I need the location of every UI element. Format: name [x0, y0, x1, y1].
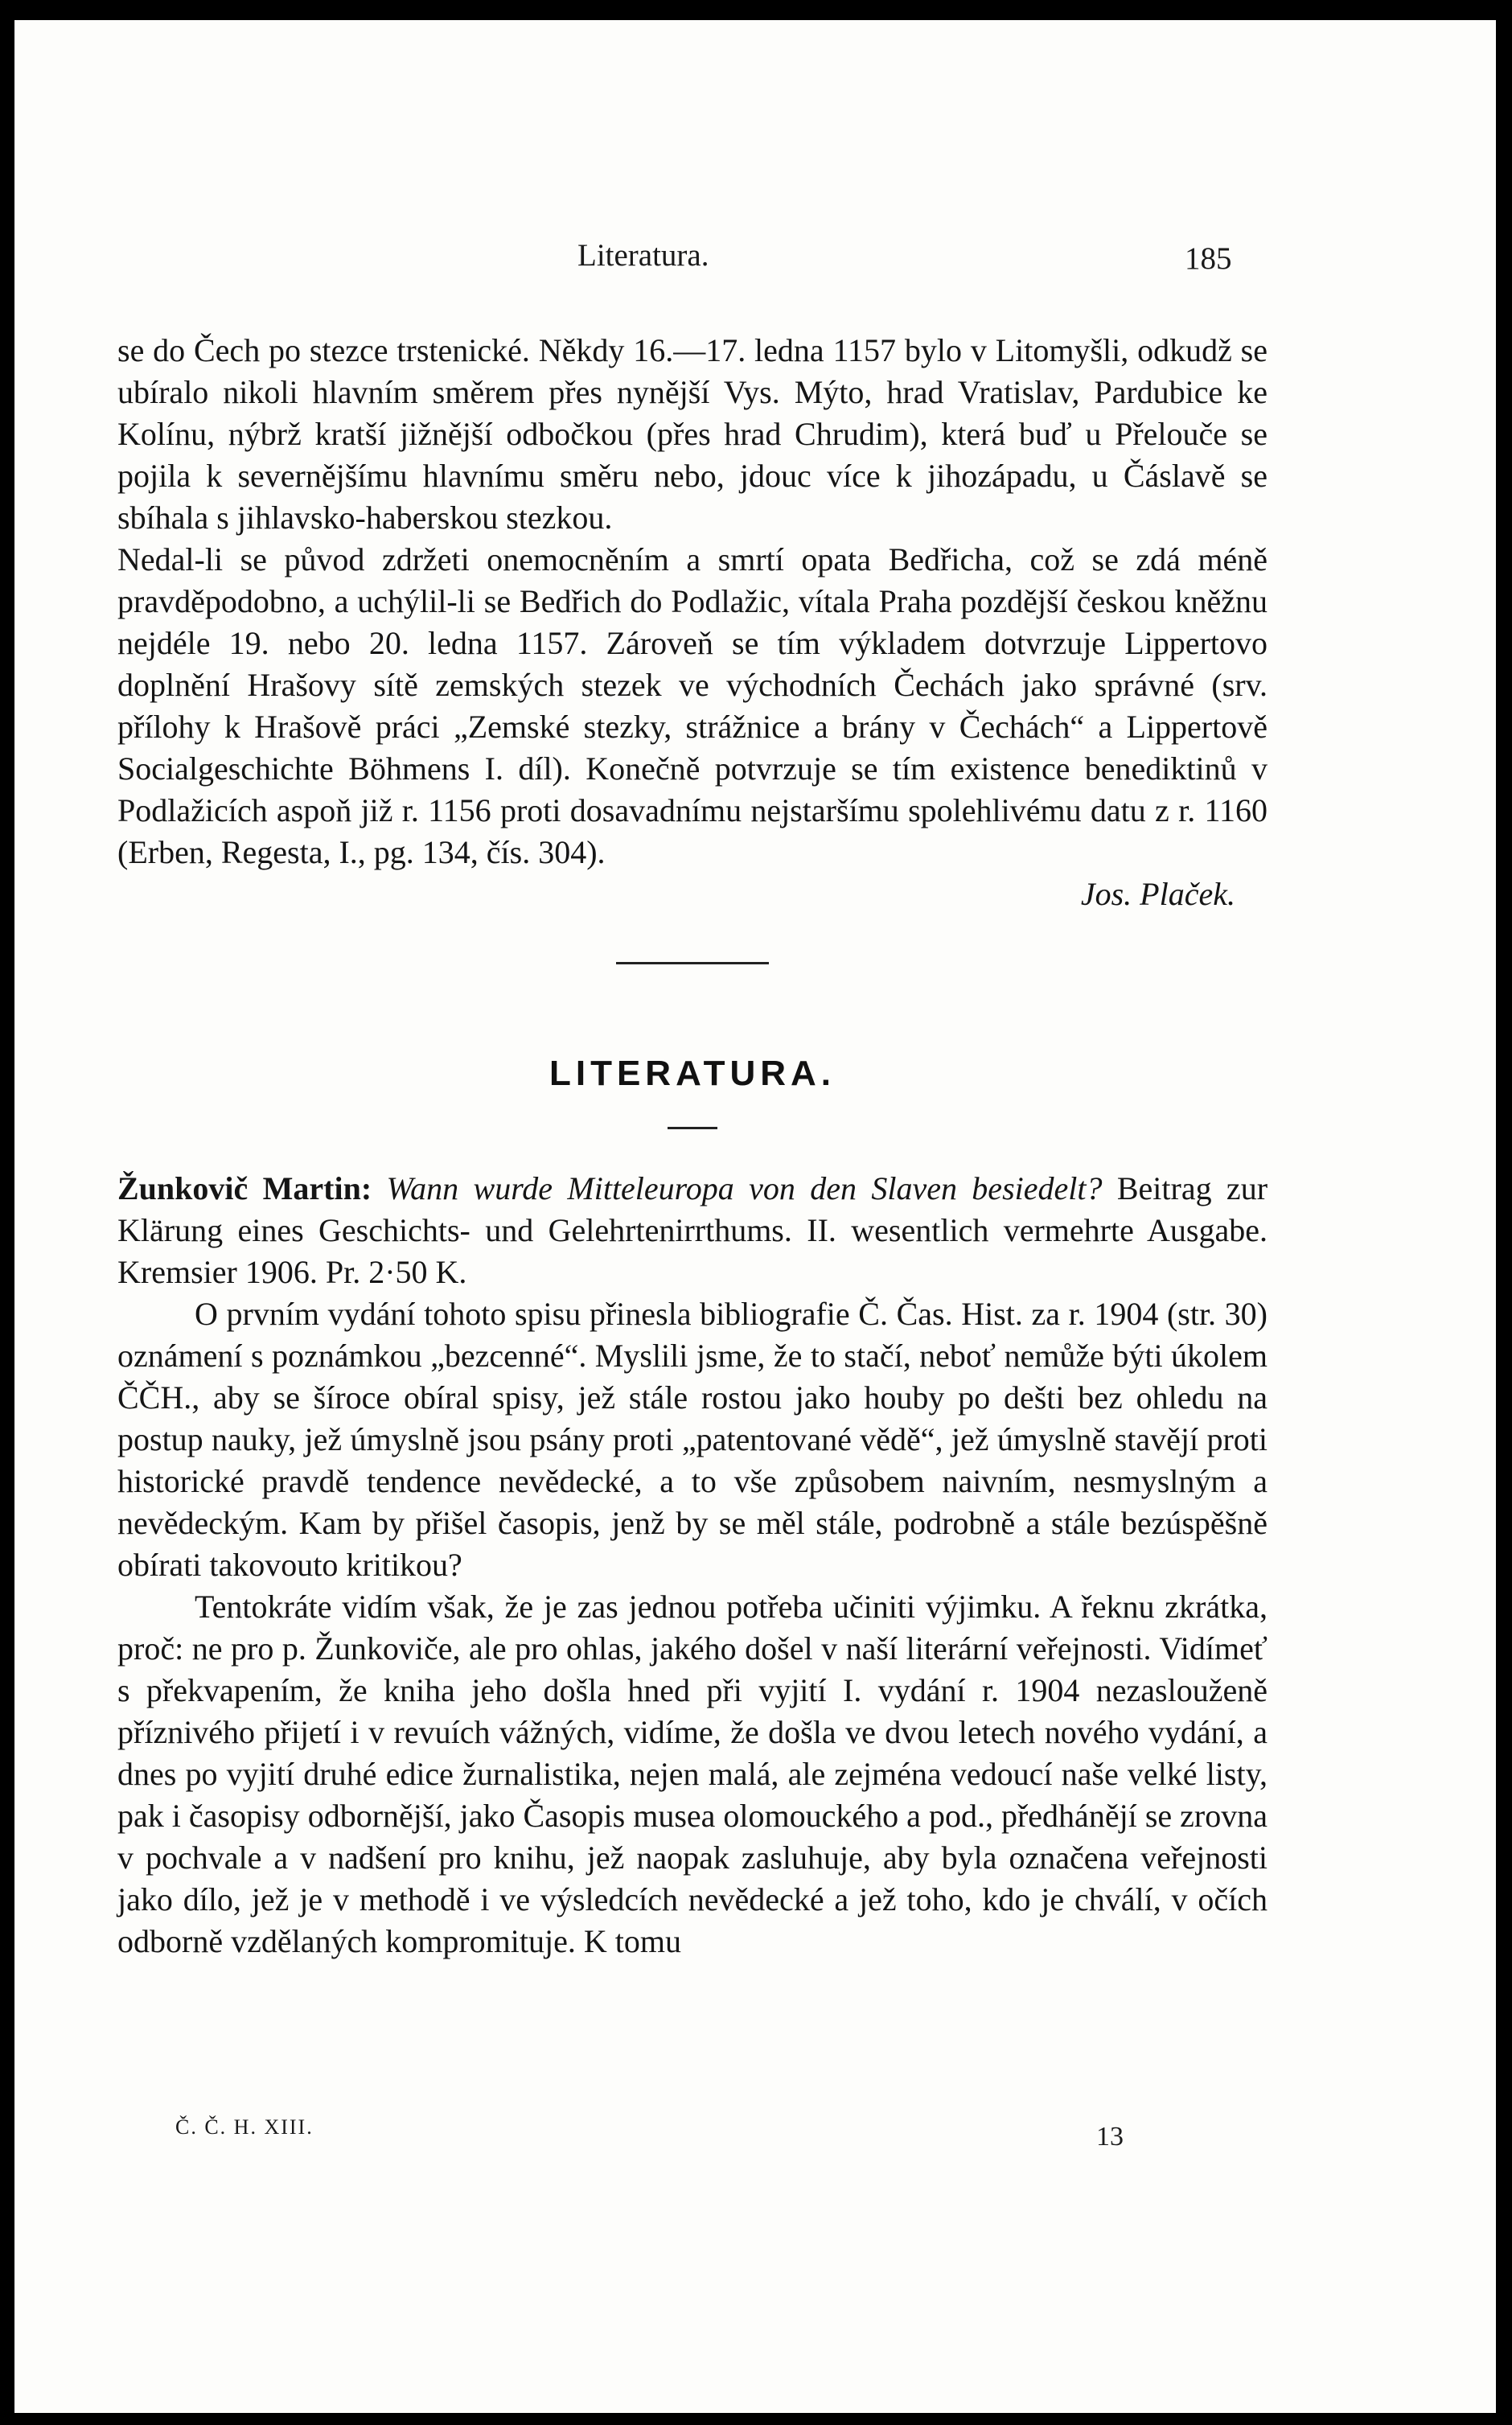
review-heading [117, 1168, 1268, 1293]
article-signature: Jos. Plaček. [1080, 876, 1235, 912]
review-bibliographic-details: Beitrag zur Klärung eines Geschichts- und Gelehrtenirrthums. II. wesentlich vermehrte Ausgabe. Kremsier 1906. Pr. 2·50 K. [117, 1170, 1268, 1290]
sheet-number: 13 [1096, 2122, 1124, 2152]
text-block [117, 330, 1268, 1963]
article-paragraph-1: se do Čech po stezce trstenické. Někdy 16.—17. ledna 1157 bylo v Litomyšli, odkudž se ubíralo nikoli hlavním směrem přes nynější Vys. Mýto, hrad Vratislav, Pardubice ke Kolínu, nýbrž kratší jižnější odbočkou (přes hrad Chrudim), která buď u Přelouče se pojila k severnějšímu hlavnímu směru nebo, jdouc více k jihozápadu, u Čáslavě se sbíhala s jihlavsko-haberskou stezkou. [117, 332, 1268, 536]
article-paragraph-2: Nedal-li se původ zdržeti onemocněním a smrtí opata Bedřicha, což se zdá méně pravděpodobno, a uchýlil-li se Bedřich do Podlažic, vítala Praha pozdější českou kněžnu nejdéle 19. nebo 20. ledna 1157. Zároveň se tím výkladem dotvrzuje Lippertovo doplnění Hrašovy sítě zemských stezek ve východních Čechách jako správné (srv. přílohy k Hrašově práci „Zemské stezky, strážnice a brány v Čechách“ a Lippertově Socialgeschichte Böhmens I. díl). Konečně potvrzuje se tím existence benediktinů v Podlažicích aspoň již r. 1156 proti dosavadnímu nejstaršímu spolehlivému datu z r. 1160 (Erben, Regesta, I., pg. 134, čís. 304). [117, 541, 1268, 870]
review-paragraph-2: Tentokráte vidím však, že je zas jednou potřeba učiniti výjimku. A řeknu zkrátka, proč: ne pro p. Žunkoviče, ale pro ohlas, jakého došel v naší literární veřejnosti. Vidímeť s překvapením, že kniha jeho došla hned při vyjití I. vydání r. 1904 nezaslouženě příznivého přijetí i v revuích vážných, vidíme, že došla ve dvou letech nového vydání, a dnes po vyjití druhé edice žurnalistika, nejen malá, ale zejména vedoucí naše velké listy, pak i časopisy odbornější, jako Časopis musea olomouckého a pod., předhánějí se zrovna v pochvale a v nadšení pro knihu, jež naopak zasluhuje, aby byla označena veřejnosti jako dílo, jež je v methodě i ve výsledcích nevědecké a jež toho, kdo je chválí, v očích odborně vzdělaných kompromituje. K tomu [117, 1589, 1268, 1959]
review-paragraph-1: O prvním vydání tohoto spisu přinesla bibliografie Č. Čas. Hist. za r. 1904 (str. 30) oznámení s poznámkou „bezcenné“. Myslili jsme, že to stačí, neboť nemůže býti úkolem ČČH., aby se šíroce obíral spisy, jež stále rostou jako houby po dešti bez ohledu na postup nauky, jež úmyslně jsou psány proti „patentované vědě“, jež úmyslně stavějí proti historické pravdě tendence nevědecké, a to vše způsobem naivním, nesmyslným a nevědeckým. Kam by přišel časopis, jenž by se měl stále, podrobně a stále bezúspěšně obírati takovouto kritikou? [117, 1296, 1268, 1583]
book-page [14, 20, 1496, 2413]
section-divider [616, 962, 769, 964]
page-number: 185 [1185, 241, 1232, 276]
review-work-title: Wann wurde Mitteleuropa von den Slaven besiedelt? [386, 1170, 1103, 1206]
signature-mark: Č. Č. H. XIII. [175, 2115, 314, 2139]
running-title: Literatura. [577, 238, 709, 273]
title-underline [668, 1127, 717, 1129]
running-head [14, 237, 1496, 286]
review-author: Žunkovič Martin: [117, 1170, 372, 1206]
section-title: LITERATURA. [549, 1054, 836, 1093]
